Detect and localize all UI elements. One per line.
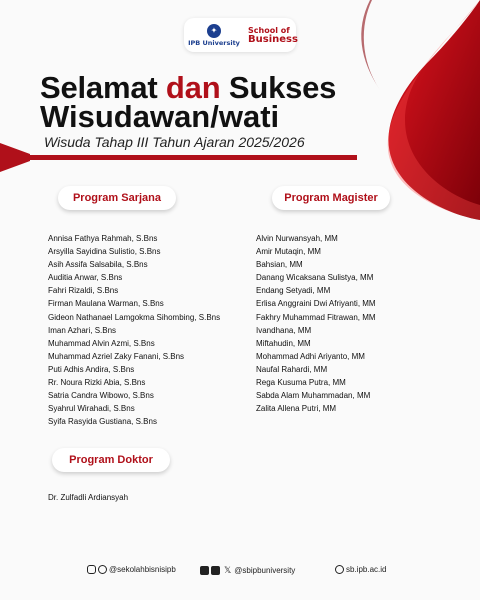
footer-social-linkedin[interactable] (200, 565, 295, 576)
graduate-name: Amir Mutaqin, MM (256, 247, 321, 257)
graduate-name: Fahri Rizaldi, S.Bns (48, 286, 119, 296)
footer-website[interactable] (335, 565, 386, 574)
graduate-name: Puti Adhis Andira, S.Bns (48, 364, 135, 374)
program-magister-label: Program Magister (272, 186, 390, 210)
graduate-name: Syifa Rasyida Gustiana, S.Bns (48, 417, 157, 427)
divider-bar (30, 155, 357, 160)
graduate-name: Muhammad Azriel Zaky Fanani, S.Bns (48, 351, 185, 361)
graduate-name: Mohammad Adhi Ariyanto, MM (256, 351, 365, 361)
graduate-name: Arsyilla Sayidina Sulistio, S.Bns (48, 247, 161, 257)
graduate-name: Muhammad Alvin Azmi, S.Bns (48, 338, 155, 348)
graduate-name: Alvin Nurwansyah, MM (256, 234, 338, 243)
footer-social-instagram[interactable] (87, 565, 176, 574)
x-icon: 𝕏 (224, 565, 232, 575)
headline-line2: Wisudawan/wati (40, 99, 280, 134)
subtitle: Wisuda Tahap III Tahun Ajaran 2025/2026 (44, 134, 305, 150)
graduate-name: Ivandhana, MM (256, 325, 312, 335)
graduate-name: Miftahudin, MM (256, 338, 311, 348)
graduate-name: Naufal Rahardi, MM (256, 364, 328, 374)
doktor-graduate-list (48, 491, 128, 504)
headline-highlight: dan (165, 70, 221, 105)
website-url: sb.ipb.ac.id (346, 565, 387, 574)
program-sarjana-label: Program Sarjana (58, 186, 176, 210)
tiktok-icon (98, 565, 107, 574)
globe-icon (335, 565, 344, 574)
graduate-name: Auditia Anwar, S.Bns (48, 273, 123, 283)
university-name: IPB University (188, 38, 240, 47)
linkedin-handle: @sbipbuniversity (234, 566, 296, 575)
graduate-name: Asih Assifa Salsabila, S.Bns (48, 260, 148, 270)
graduate-name: Erlisa Anggraini Dwi Afriyanti, MM (256, 299, 376, 309)
graduate-name: Rr. Noura Rizki Abia, S.Bns (48, 378, 146, 388)
graduate-name: Fakhry Muhammad Fitrawan, MM (256, 312, 376, 322)
headline: Selamat dan Sukses (40, 70, 337, 105)
instagram-icon (87, 565, 96, 574)
graduate-name: Gideon Nathanael Lamgokma Sihombing, S.Bns (48, 312, 221, 322)
school-logo (184, 18, 296, 52)
program-doktor-label: Program Doktor (52, 448, 170, 472)
swoosh-shadow (361, 0, 380, 90)
graduate-name: Annisa Fathya Rahmah, S.Bns (48, 234, 158, 243)
graduate-name: Danang Wicaksana Sulistya, MM (256, 273, 374, 283)
graduate-name: Endang Setyadi, MM (256, 286, 331, 296)
school-name: School of Business (248, 26, 298, 45)
ipb-crest-icon: ✦ (207, 24, 221, 38)
graduate-name: Satria Candra Wibowo, S.Bns (48, 391, 154, 401)
graduate-name: Syahrul Wirahadi, S.Bns (48, 404, 135, 414)
magister-graduate-list (256, 232, 376, 415)
graduate-name: Firman Maulana Warman, S.Bns (48, 299, 164, 309)
sarjana-graduate-list (48, 232, 220, 428)
instagram-handle: @sekolahbisnisipb (109, 565, 176, 574)
linkedin-icon (200, 566, 209, 575)
graduate-name: Bahsian, MM (256, 260, 303, 270)
graduate-name: Rega Kusuma Putra, MM (256, 378, 346, 388)
graduate-name: Iman Azhari, S.Bns (48, 325, 117, 335)
graduate-name: Dr. Zulfadli Ardiansyah (48, 493, 129, 502)
youtube-icon (211, 566, 220, 575)
graduate-name: Zalita Allena Putri, MM (256, 404, 337, 414)
graduate-name: Sabda Alam Muhammadan, MM (256, 391, 371, 401)
